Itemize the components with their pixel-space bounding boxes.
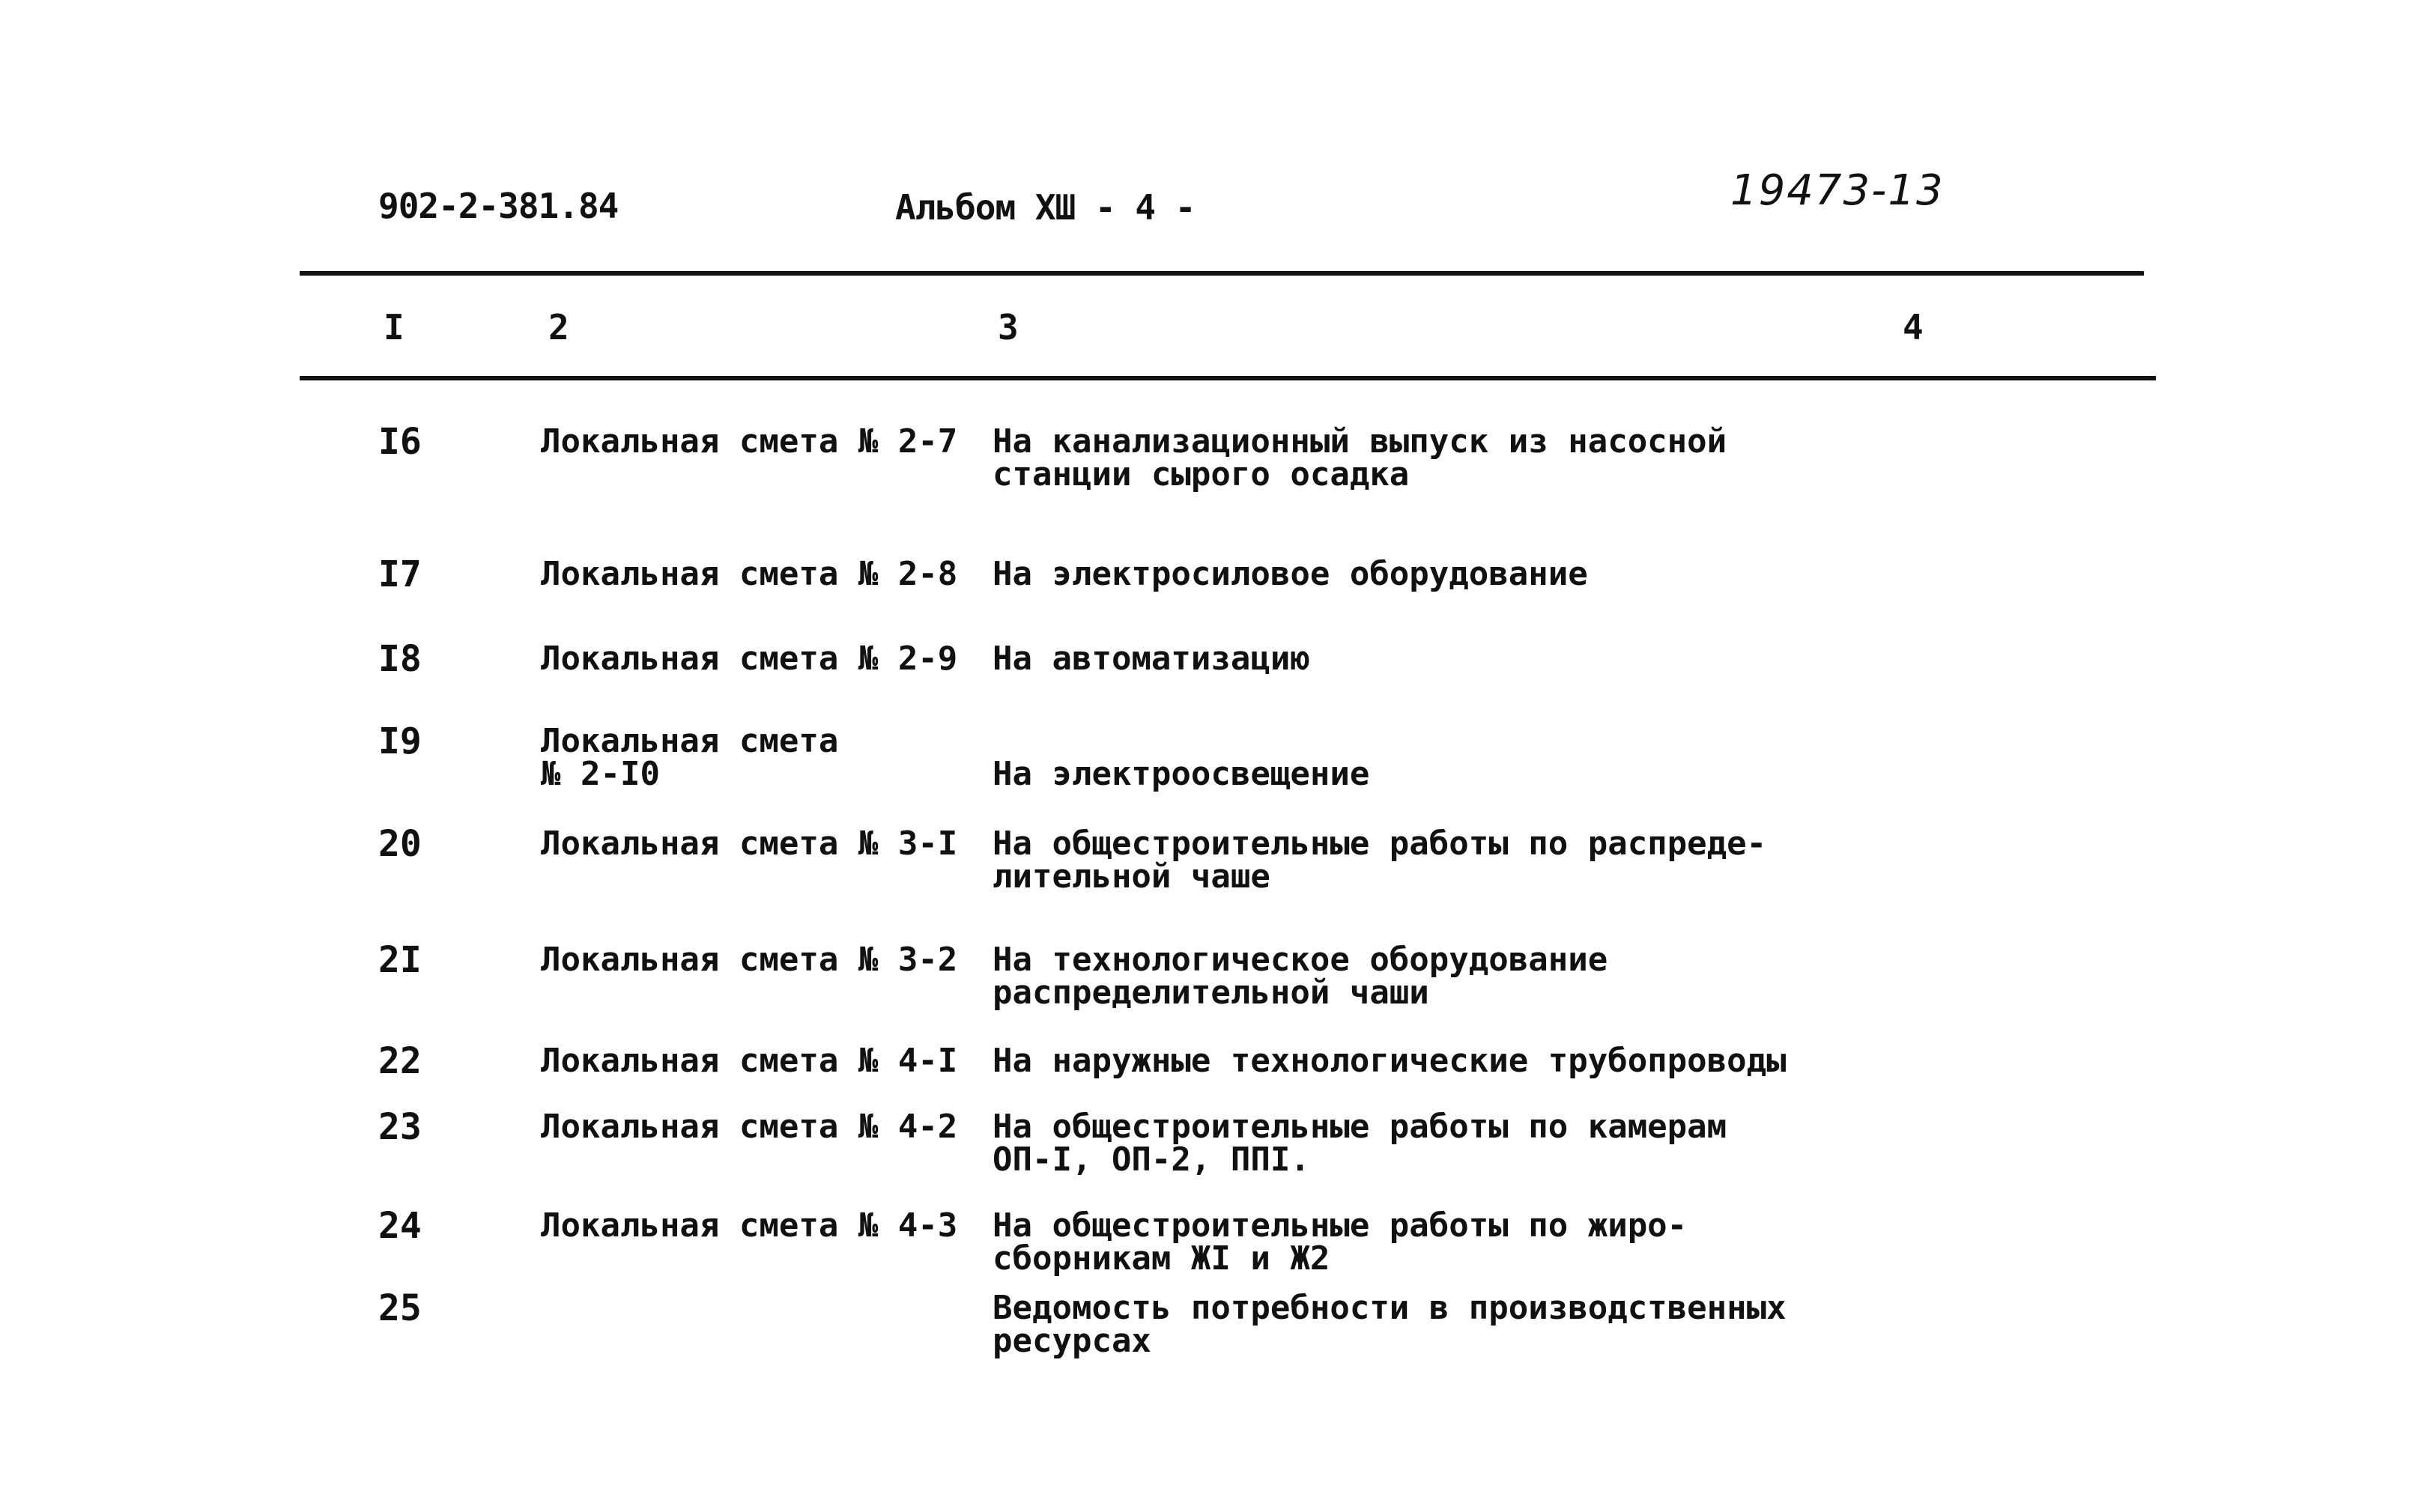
- row-document: Локальная смета № 2-7: [541, 422, 958, 461]
- row-description: На электроосвещение: [993, 755, 1370, 793]
- column-number-3: 3: [998, 307, 1019, 347]
- row-document: Локальная смета № 2-8: [541, 555, 958, 593]
- handwritten-archive-number: 19473-13: [1730, 166, 1945, 215]
- row-number: I9: [378, 720, 422, 762]
- row-number: I8: [378, 638, 422, 680]
- row-number: 25: [378, 1287, 422, 1329]
- column-number-2: 2: [548, 307, 569, 347]
- table-header-rule: [300, 376, 2156, 380]
- row-number: 22: [378, 1040, 422, 1082]
- row-description: На общестроительные работы по распреде- лительной чаше: [993, 825, 1767, 896]
- row-document: Локальная смета № 3-2: [541, 941, 958, 979]
- row-number: 2I: [378, 939, 422, 981]
- row-document: Локальная смета № 2-I0: [541, 722, 839, 793]
- row-description: На технологическое оборудование распределительной чаши: [993, 941, 1608, 1012]
- document-code: 902-2-381.84: [378, 186, 619, 226]
- row-number: 24: [378, 1205, 422, 1247]
- row-document: Локальная смета № 3-I: [541, 825, 958, 863]
- row-description: На общестроительные работы по камерам ОП-I, ОП-2, ППI.: [993, 1108, 1727, 1179]
- row-number: 23: [378, 1106, 422, 1148]
- column-number-4: 4: [1903, 307, 1924, 347]
- row-description: На автоматизацию: [993, 640, 1310, 678]
- row-description: На электросиловое оборудование: [993, 555, 1588, 593]
- row-document: Локальная смета № 4-3: [541, 1206, 958, 1245]
- row-number: I7: [378, 553, 422, 595]
- row-document: Локальная смета № 4-I: [541, 1042, 958, 1080]
- album-page-label: Альбом ХШ - 4 -: [895, 187, 1196, 228]
- row-description: На наружные технологические трубопроводы: [993, 1042, 1787, 1080]
- row-number: 20: [378, 823, 422, 865]
- row-number: I6: [378, 421, 422, 463]
- row-document: Локальная смета № 4-2: [541, 1108, 958, 1146]
- row-document: Локальная смета № 2-9: [541, 640, 958, 678]
- row-description: Ведомость потребности в производственных ресурсах: [993, 1289, 1787, 1360]
- row-description: На общестроительные работы по жиро- сборникам ЖI и Ж2: [993, 1206, 1688, 1278]
- table-top-rule: [300, 271, 2144, 276]
- row-description: На канализационный выпуск из насосной станции сырого осадка: [993, 422, 1727, 494]
- column-number-1: I: [384, 307, 404, 347]
